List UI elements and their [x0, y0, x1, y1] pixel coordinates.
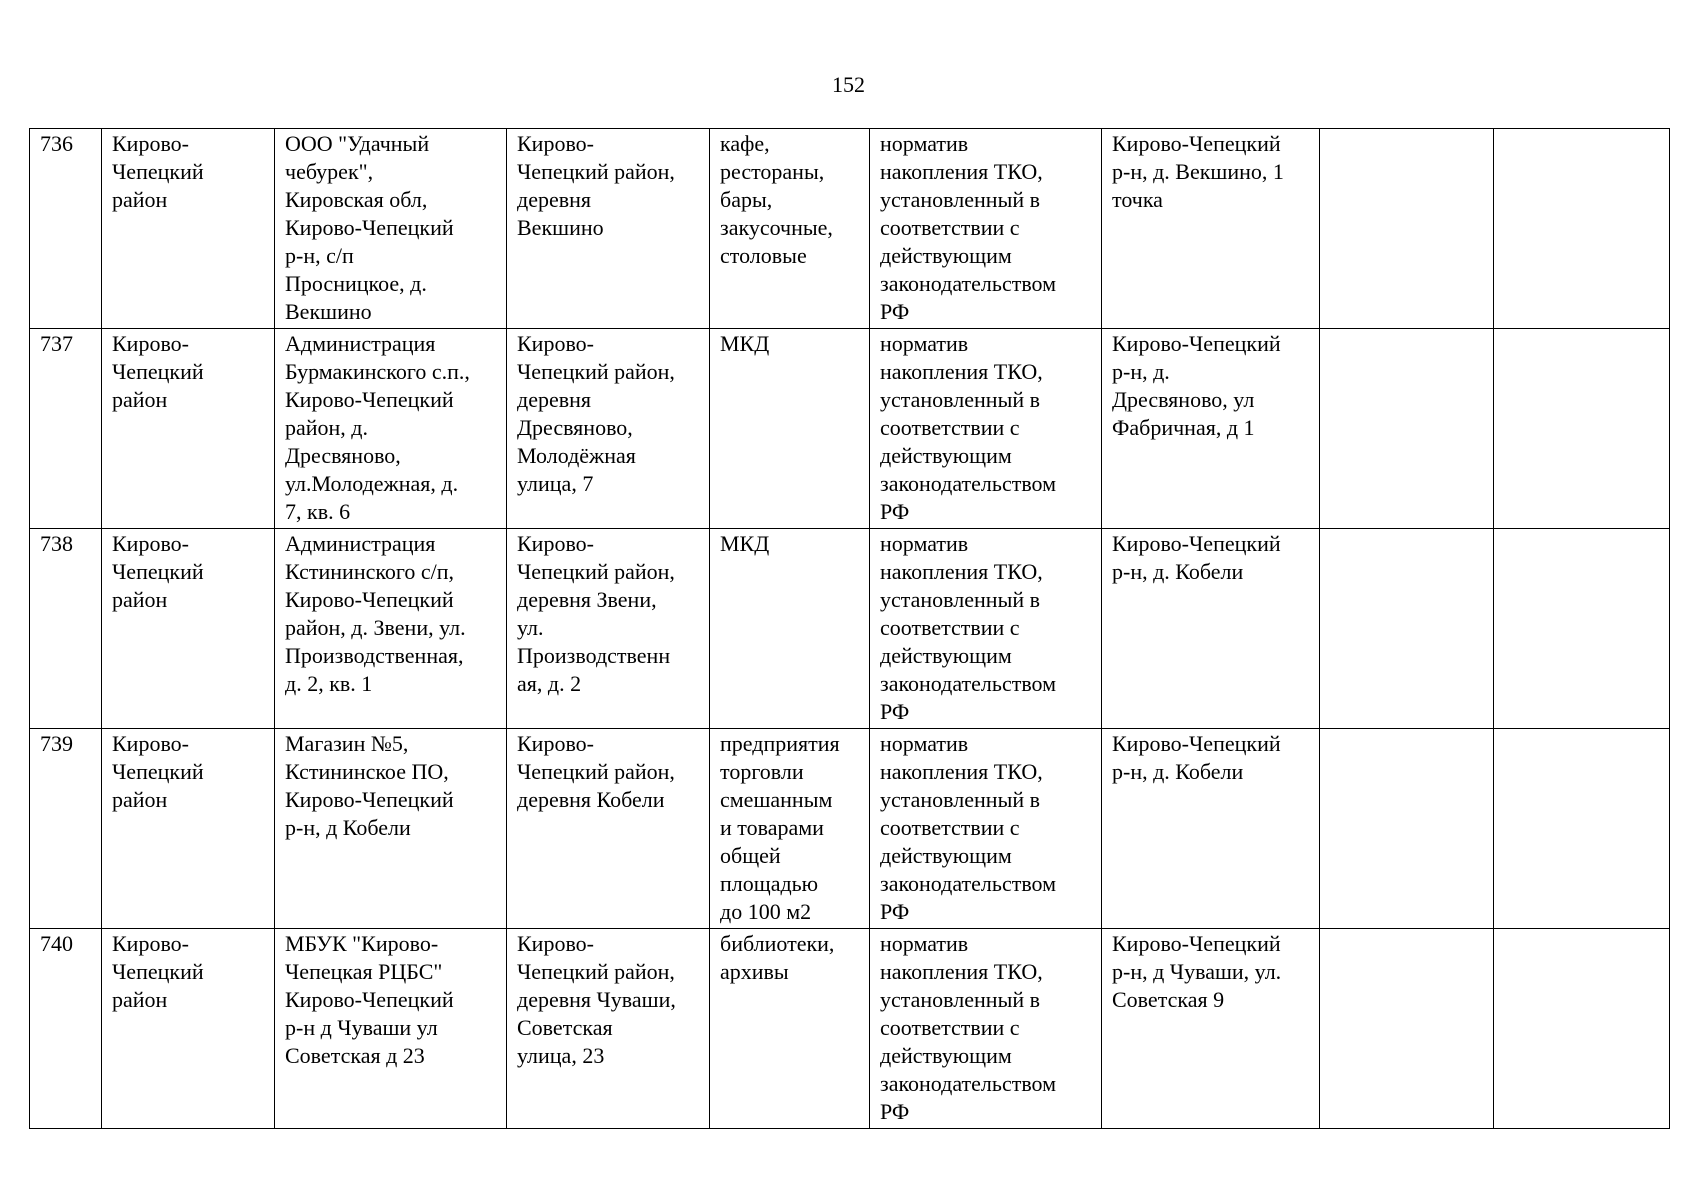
category-cell: МКД [710, 529, 870, 729]
district-cell: Кирово- Чепецкий район [102, 929, 275, 1129]
row-number: 738 [30, 529, 102, 729]
category-cell: библиотеки, архивы [710, 929, 870, 1129]
site-address-cell: Кирово-Чепецкий р-н, д. Кобели [1102, 529, 1320, 729]
norm-cell: норматив накопления ТКО, установленный в соответствии с действующим законодательством РФ [870, 929, 1102, 1129]
row-number: 737 [30, 329, 102, 529]
district-cell: Кирово- Чепецкий район [102, 729, 275, 929]
category-cell: МКД [710, 329, 870, 529]
category-cell: предприятия торговли смешанным и товарами общей площадью до 100 м2 [710, 729, 870, 929]
organization-cell: Магазин №5, Кстининское ПО, Кирово-Чепецкий р-н, д Кобели [275, 729, 507, 929]
empty-cell [1320, 129, 1494, 329]
table-row [30, 529, 1670, 729]
page-number: 152 [832, 72, 865, 97]
row-number: 736 [30, 129, 102, 329]
empty-cell [1320, 329, 1494, 529]
locality-cell: Кирово- Чепецкий район, деревня Векшино [507, 129, 710, 329]
row-number: 739 [30, 729, 102, 929]
empty-cell [1494, 529, 1670, 729]
empty-cell [1320, 729, 1494, 929]
empty-cell [1494, 929, 1670, 1129]
locality-cell: Кирово- Чепецкий район, деревня Чуваши, Советская улица, 23 [507, 929, 710, 1129]
empty-cell [1494, 729, 1670, 929]
site-address-cell: Кирово-Чепецкий р-н, д. Дресвяново, ул Фабричная, д 1 [1102, 329, 1320, 529]
empty-cell [1320, 529, 1494, 729]
empty-cell [1494, 329, 1670, 529]
locality-cell: Кирово- Чепецкий район, деревня Кобели [507, 729, 710, 929]
category-cell: кафе, рестораны, бары, закусочные, столовые [710, 129, 870, 329]
norm-cell: норматив накопления ТКО, установленный в соответствии с действующим законодательством РФ [870, 729, 1102, 929]
organization-cell: Администрация Бурмакинского с.п., Кирово-Чепецкий район, д. Дресвяново, ул.Молодежная, д. 7, кв. 6 [275, 329, 507, 529]
table-row [30, 929, 1670, 1129]
norm-cell: норматив накопления ТКО, установленный в соответствии с действующим законодательством РФ [870, 329, 1102, 529]
table-row [30, 329, 1670, 529]
empty-cell [1320, 929, 1494, 1129]
site-address-cell: Кирово-Чепецкий р-н, д. Кобели [1102, 729, 1320, 929]
table-row [30, 729, 1670, 929]
district-cell: Кирово- Чепецкий район [102, 329, 275, 529]
empty-cell [1494, 129, 1670, 329]
table-row [30, 129, 1670, 329]
site-address-cell: Кирово-Чепецкий р-н, д Чуваши, ул. Советская 9 [1102, 929, 1320, 1129]
organization-cell: ООО "Удачный чебурек", Кировская обл, Кирово-Чепецкий р-н, с/п Просницкое, д. Векшино [275, 129, 507, 329]
site-address-cell: Кирово-Чепецкий р-н, д. Векшино, 1 точка [1102, 129, 1320, 329]
organization-cell: МБУК "Кирово- Чепецкая РЦБС" Кирово-Чепецкий р-н д Чуваши ул Советская д 23 [275, 929, 507, 1129]
organization-cell: Администрация Кстининского с/п, Кирово-Чепецкий район, д. Звени, ул. Производственная, д. 2, кв. 1 [275, 529, 507, 729]
district-cell: Кирово- Чепецкий район [102, 529, 275, 729]
waste-registry-table [29, 128, 1670, 1129]
locality-cell: Кирово- Чепецкий район, деревня Дресвяново, Молодёжная улица, 7 [507, 329, 710, 529]
norm-cell: норматив накопления ТКО, установленный в соответствии с действующим законодательством РФ [870, 129, 1102, 329]
row-number: 740 [30, 929, 102, 1129]
norm-cell: норматив накопления ТКО, установленный в соответствии с действующим законодательством РФ [870, 529, 1102, 729]
locality-cell: Кирово- Чепецкий район, деревня Звени, ул. Производственн ая, д. 2 [507, 529, 710, 729]
district-cell: Кирово- Чепецкий район [102, 129, 275, 329]
